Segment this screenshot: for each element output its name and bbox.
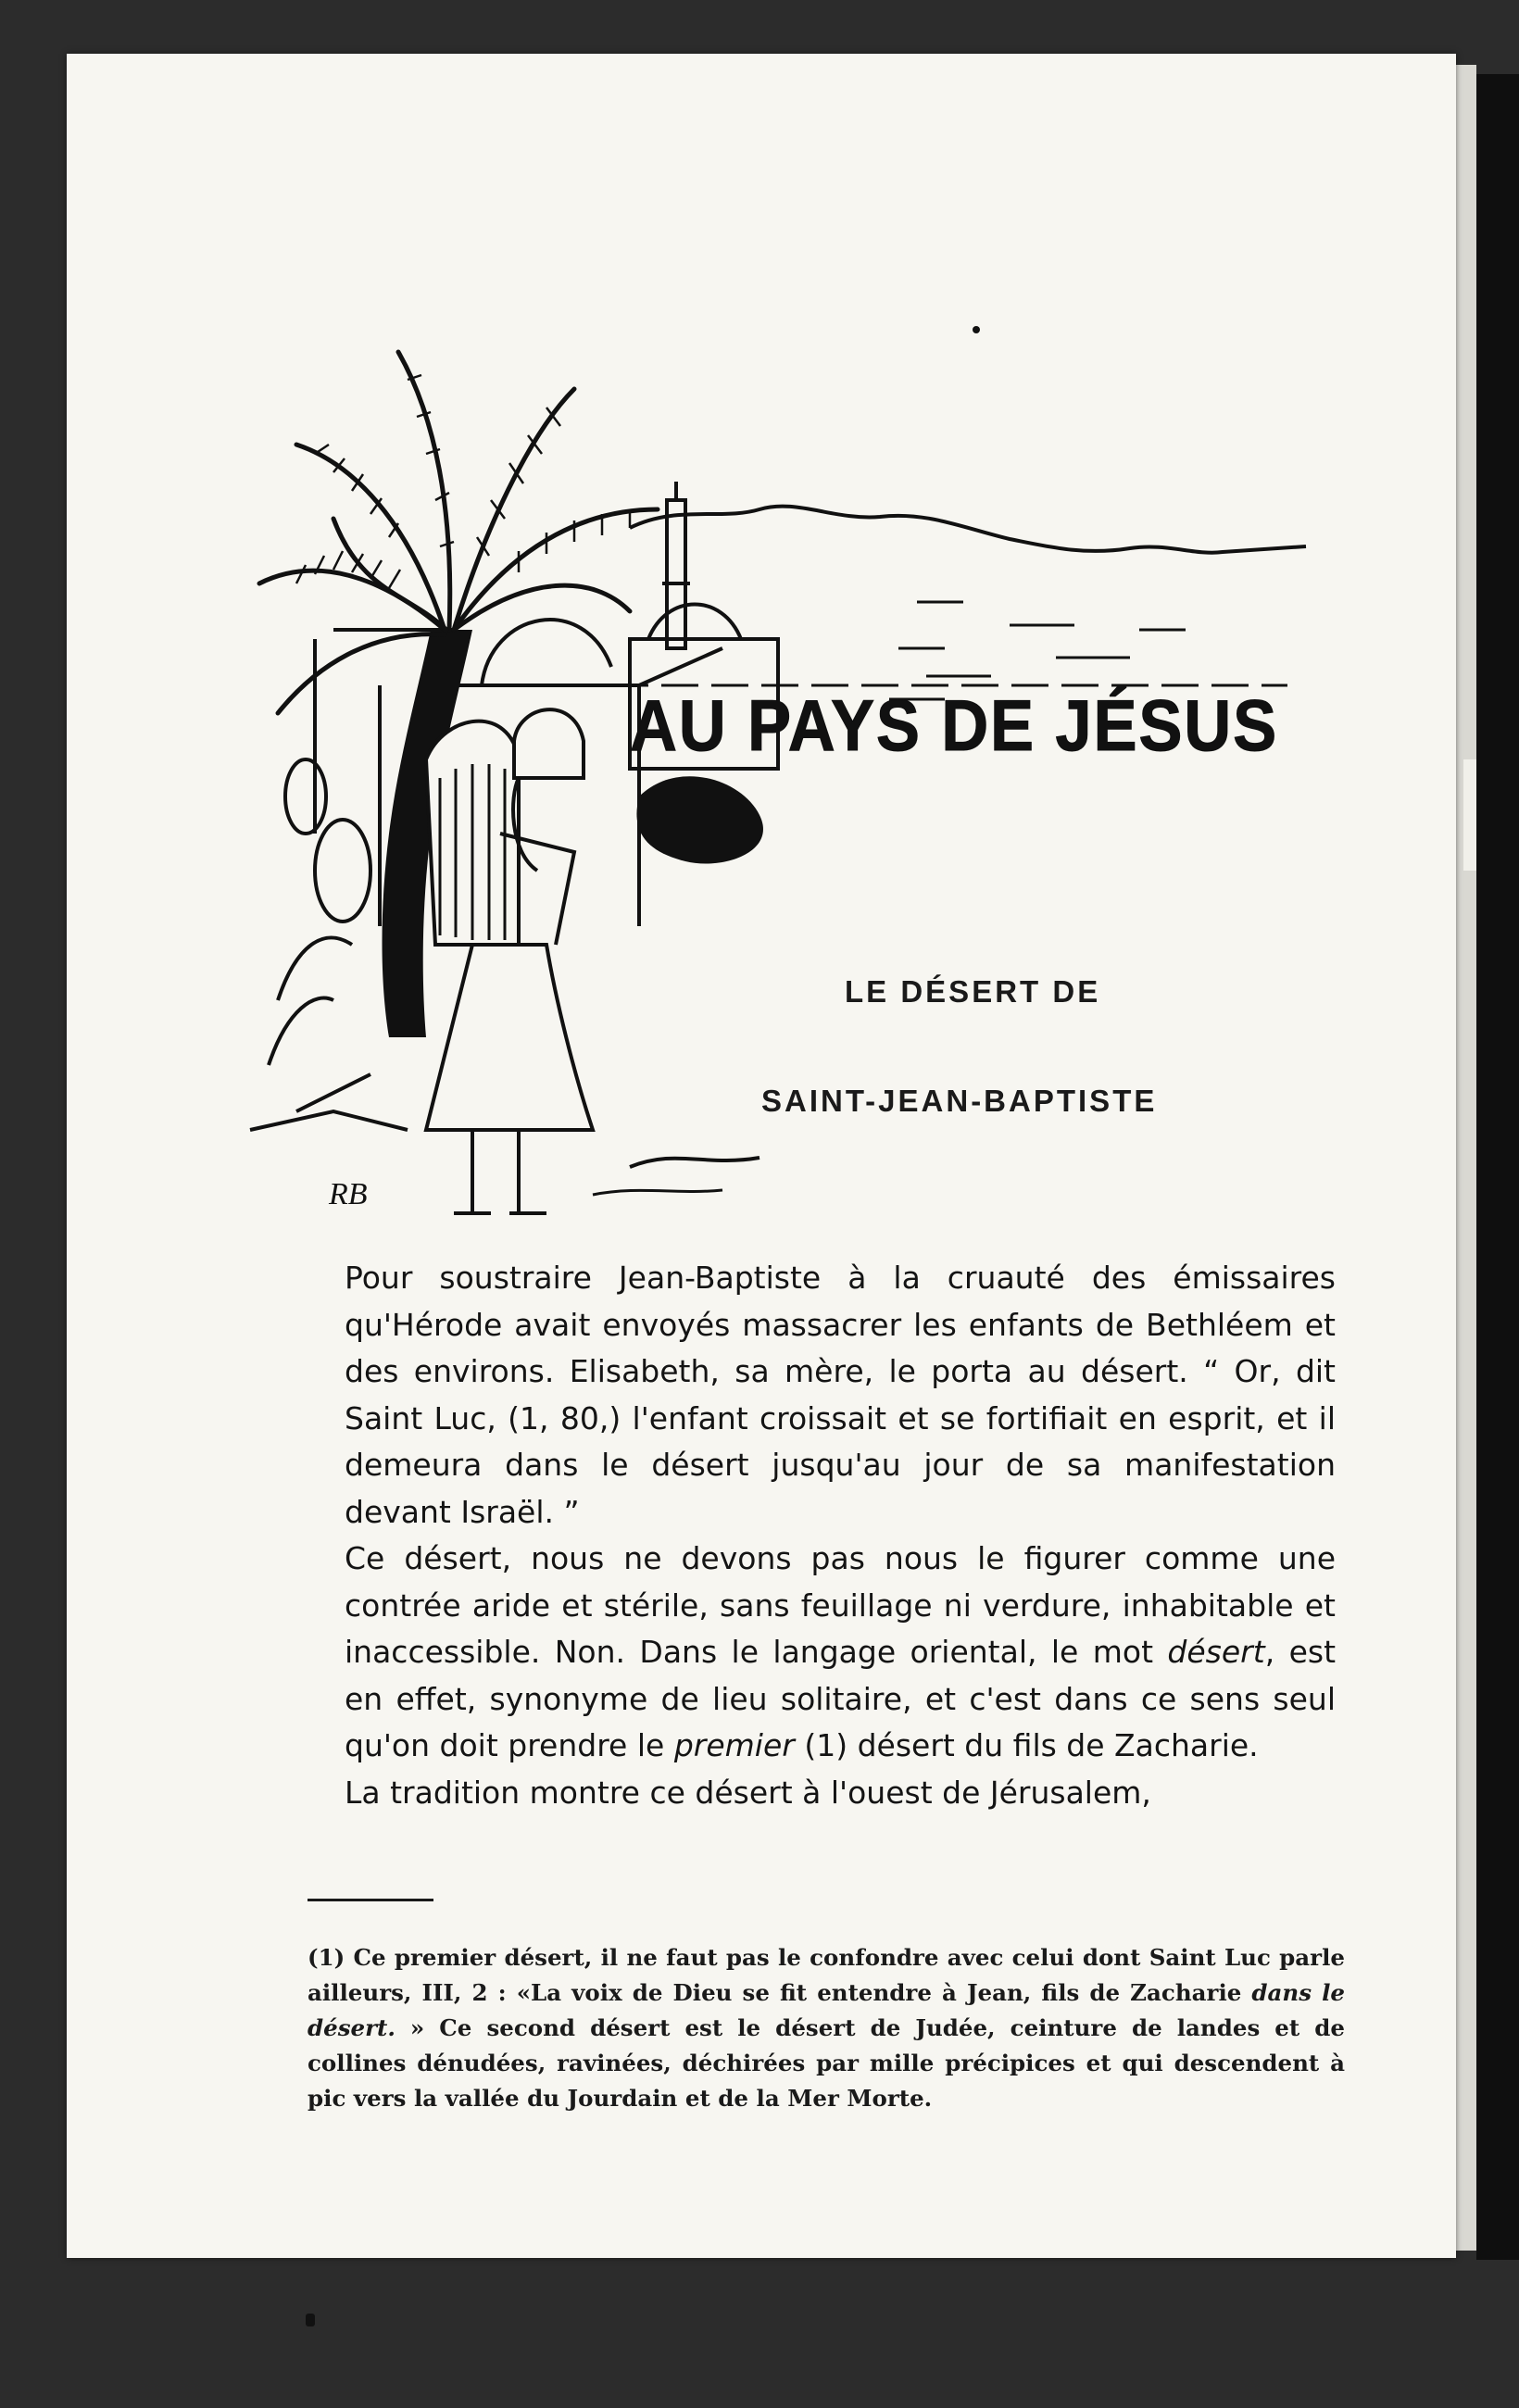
footnote-rule [308,1899,433,1901]
footnote-part-b: » Ce second désert est le désert de Judée, ceinture de landes et de collines dénudées, ravinées, déchirées par mille précipices et qui descendent à pic vers la vallée du Jourdain et de la Mer Morte. [308,2014,1345,2112]
next-page-sliver [1463,759,1476,871]
paragraph-2-part-c: (1) désert du fils de Zacharie. [794,1727,1259,1763]
minaret [662,482,690,648]
shrubs [636,776,763,863]
boy-figure [426,709,593,1213]
footnote-part-a: (1) Ce premier désert, il ne faut pas le confondre avec celui dont Saint Luc parle ailleurs, III, 2 : «La voix de Dieu se fit entendre à Jean, fils de Zacharie [308,1944,1345,2006]
scan-speck [306,2314,315,2326]
paragraph-1: Pour soustraire Jean-Baptiste à la cruauté des émissaires qu'Hérode avait envoyés massacrer les enfants de Bethléem et des environs. Elisabeth, sa mère, le porta au désert. “ Or, dit Saint Luc, (1, 80,) l'enfant croissait et se fortifiait en esprit, et il demeura dans le désert jusqu'au jour de sa manifestation devant Israël. ” [345,1260,1336,1530]
illustration-title-lettering: AU PAYS DE JÉSUS [630,684,1278,766]
page-edge-shadow [1456,65,1476,2251]
paragraph-3: La tradition montre ce désert à l'ouest de Jérusalem, [345,1774,1151,1811]
chapter-heading-line1: LE DÉSERT DE [845,974,1101,1009]
footnote [308,1940,1345,2116]
chapter-heading-line2: SAINT-JEAN-BAPTISTE [761,1084,1158,1118]
scan-speck [973,326,980,333]
word-desert: désert [1167,1634,1265,1670]
mountain-ridge [630,507,1306,553]
word-premier: premier [673,1727,795,1763]
footnote-emphasis: dans le désert. [308,1979,1345,2041]
paragraph-2-part-b: , est en effet, synonyme de lieu solitaire, et c'est dans ce sens seul qu'on doit prendre le [345,1634,1337,1763]
next-page-edge [1476,74,1519,2260]
paragraph-2-part-a: Ce désert, nous ne devons pas nous le figurer comme une contrée aride et stérile, sans feuillage ni verdure, inhabitable et inaccessible. Non. Dans le langage oriental, le mot [345,1540,1336,1670]
paragraph-2 [345,1536,1336,1770]
artist-signature: RB [329,1177,368,1211]
body-text [345,1255,1336,1816]
